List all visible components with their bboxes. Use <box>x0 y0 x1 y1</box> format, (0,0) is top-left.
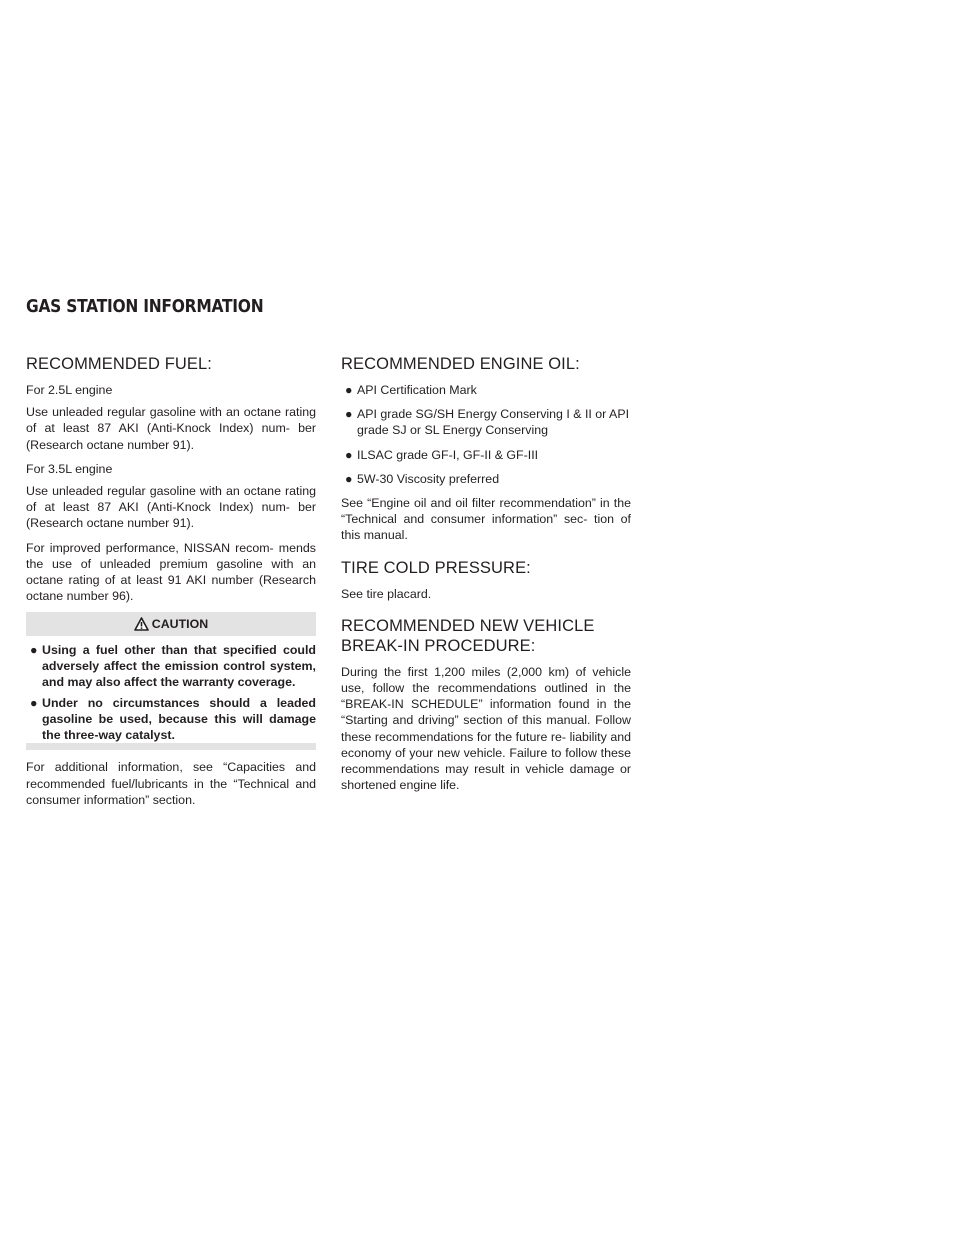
left-column <box>26 354 316 816</box>
oil-bullet-text: API grade SG/SH Energy Conserving I & II or API grade SJ or SL Energy Conserving <box>357 407 630 438</box>
oil-bullet-text: 5W-30 Viscosity preferred <box>357 471 500 486</box>
engine-35-text: Use unleaded regular gasoline with an octane rating of at least 87 AKI (Anti-Knock Index) num- ber (Research octane number 91). <box>26 484 316 531</box>
bullet-icon: ● <box>345 447 353 462</box>
caution-item <box>26 642 316 690</box>
recommended-fuel-heading: RECOMMENDED FUEL: <box>26 355 212 373</box>
caution-label: CAUTION <box>151 617 209 632</box>
caution-body <box>26 636 316 743</box>
break-in-text: During the first 1,200 miles (2,000 km) of vehicle use, follow the recommendations outlined in the “BREAK-IN SCHEDULE” information found in the “Starting and driving” section of this manual. Follow these recommendations for the future re- liability and economy of your new vehicle. Failure to follow these recommendations may result in vehicle damage or shortened engine life. <box>341 664 631 793</box>
additional-info-text: For additional information, see “Capacities and recommended fuel/lubricants in the “Technical and consumer information” section. <box>26 760 316 807</box>
break-in-heading-line1: RECOMMENDED NEW VEHICLE <box>341 616 595 635</box>
list-item <box>341 447 631 463</box>
caution-icon <box>134 617 149 631</box>
caution-box <box>26 612 316 750</box>
break-in-heading-line2: BREAK-IN PROCEDURE: <box>341 636 536 655</box>
bullet-icon: ● <box>30 643 38 658</box>
tire-pressure-text: See tire placard. <box>341 586 432 601</box>
list-item <box>341 471 631 487</box>
recommended-oil-heading: RECOMMENDED ENGINE OIL: <box>341 355 580 373</box>
caution-item-text: Using a fuel other than that specified could adversely affect the emission control system, and may also affect the warranty coverage. <box>42 643 316 690</box>
oil-bullet-text: API Certification Mark <box>357 383 477 397</box>
premium-fuel-text: For improved performance, NISSAN recom- mends the use of unleaded premium gasoline with an octane rating of at least 91 AKI number (Research octane number 96). <box>26 540 316 604</box>
engine-25-text: Use unleaded regular gasoline with an octane rating of at least 87 AKI (Anti-Knock Index) num- ber (Research octane number 91). <box>26 405 316 452</box>
bullet-icon: ● <box>345 383 353 397</box>
break-in-heading <box>341 616 631 656</box>
page-title: GAS STATION INFORMATION <box>26 296 264 317</box>
bullet-icon: ● <box>345 471 353 486</box>
list-item <box>341 382 631 398</box>
caution-item-text: Under no circumstances should a leaded gasoline be used, because this will damage the three-way catalyst. <box>42 696 316 743</box>
oil-reference-text: See “Engine oil and oil filter recommendation” in the “Technical and consumer information” sec- tion of this manual. <box>341 496 631 543</box>
list-item <box>341 406 631 438</box>
caution-header <box>26 612 316 636</box>
engine-35-label: For 3.5L engine <box>26 461 113 476</box>
oil-bullet-text: ILSAC grade GF-I, GF-II & GF-III <box>357 447 539 462</box>
right-column <box>341 354 631 801</box>
caution-item <box>26 695 316 743</box>
engine-25-label: For 2.5L engine <box>26 383 113 397</box>
bullet-icon: ● <box>30 696 38 711</box>
bullet-icon: ● <box>345 407 353 422</box>
tire-pressure-heading: TIRE COLD PRESSURE: <box>341 558 531 577</box>
